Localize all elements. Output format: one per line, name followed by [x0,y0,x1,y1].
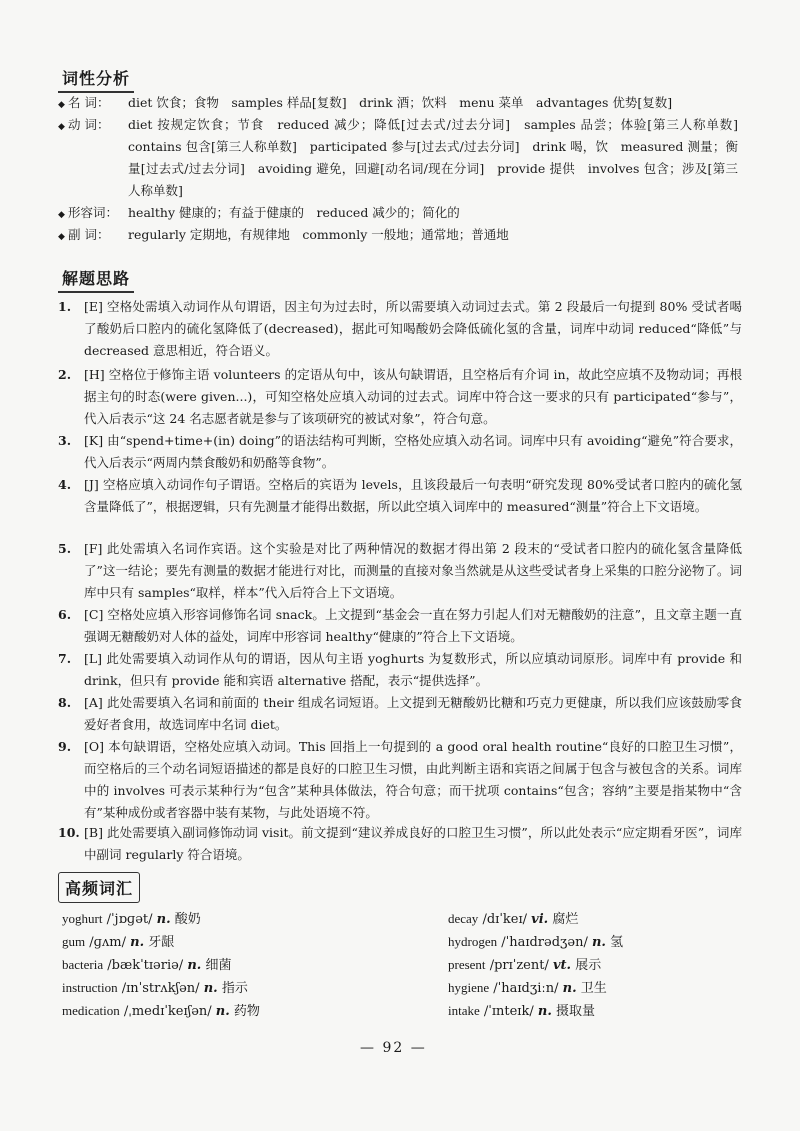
answer-item [58,736,742,824]
vocab-item [62,954,402,977]
vocab-item [448,931,748,954]
vocab-ipa: /ɡʌm/ [89,935,127,950]
page-number: — 92 — [360,1040,427,1056]
vocab-pos: n. [203,981,218,996]
pos-row-noun [58,92,738,116]
vocab-word: bacteria [62,957,104,972]
vocab-word: yoghurt [62,911,103,926]
answer-item [58,430,742,474]
answer-number: 4. [58,477,72,492]
answer-text: [H] 空格位于修饰主语 volunteers 的定语从句中，该从句缺谓语，且空格后有介词 in，故此空应填不及物动词；再根据主句的时态(were given...)，可知空格处应填入动词的过去式。词库中符合这一要求的只有 participated“参与”，代入后表示“这 24 名志愿者就是参与了该项研究的被试对象”，符合句意。 [84,367,742,426]
pos-label: 形容词： [68,205,119,220]
pos-text: healthy 健康的；有益于健康的 reduced 减少的；简化的 [128,205,460,220]
vocab-item [62,1000,402,1023]
bullet-icon: ◆ [58,210,65,220]
pos-row-adverb [58,224,738,248]
answer-text: [A] 此处需要填入名词和前面的 their 组成名词短语。上文提到无糖酸奶比糖和巧克力更健康，所以我们应该鼓励零食爱好者食用，故选词库中名词 diet。 [84,695,742,732]
vocab-ipa: /dɪˈkeɪ/ [482,912,527,927]
answer-text: [L] 此处需要填入动词作从句的谓语，因从句主语 yoghurts 为复数形式，所以应填动词原形。词库中有 provide 和 drink，但只有 provide 能和宾语 alternative 搭配，表示“提供选择”。 [84,651,742,688]
vocab-meaning: 指示 [221,981,248,996]
answer-number: 10. [58,825,80,840]
vocab-pos: n. [130,935,145,950]
vocab-meaning: 细菌 [205,958,232,973]
answer-item [58,822,742,866]
answer-item [58,474,742,518]
bullet-icon: ◆ [58,232,65,242]
vocab-meaning: 腐烂 [552,912,579,927]
vocab-item [448,908,748,931]
answer-text: [K] 由“spend+time+(in) doing”的语法结构可判断，空格处应填入动名词。词库中只有 avoiding“避免”符合要求，代入后表示“两周内禁食酸奶和奶酪等食物”。 [84,433,742,470]
vocab-word: gum [62,934,86,949]
vocab-pos: vi. [531,912,549,927]
vocab-item [448,954,748,977]
vocab-item [62,977,402,1000]
vocab-word: medication [62,1003,120,1018]
bullet-icon: ◆ [58,122,65,132]
vocab-pos: n. [562,981,577,996]
vocab-ipa: /ˈhaɪdrədʒən/ [501,935,588,950]
section-title-solution: 解题思路 [58,266,134,293]
vocab-item [62,931,402,954]
vocab-word: instruction [62,980,118,995]
vocab-ipa: /prɪˈzent/ [489,958,549,973]
vocab-meaning: 牙龈 [148,935,175,950]
bullet-icon: ◆ [58,100,65,110]
vocab-word: hygiene [448,980,490,995]
vocab-pos: vt. [553,958,572,973]
vocab-ipa: /bækˈtɪəriə/ [107,958,184,973]
answer-item [58,364,742,430]
vocab-word: present [448,957,486,972]
pos-text: diet 饮食；食物 samples 样品[复数] drink 酒；饮料 menu 菜单 advantages 优势[复数] [128,95,673,110]
pos-text: regularly 定期地，有规律地 commonly 一般地；通常地；普通地 [128,227,509,242]
vocab-ipa: /ɪnˈstrʌkʃən/ [121,981,200,996]
vocab-meaning: 药物 [233,1004,260,1019]
answer-number: 1. [58,299,72,314]
vocab-pos: n. [591,935,606,950]
section-title-pos-analysis: 词性分析 [58,66,134,93]
answer-text: [F] 此处需填入名词作宾语。这个实验是对比了两种情况的数据才得出第 2 段末的“受试者口腔内的硫化氢含量降低了”这一结论；要先有测量的数据才能进行对比，而测量的直接对象当然就是从这些受试者身上采集的口腔分泌物了。词库中只有 samples“取样，样本”代入后符合上下文语境。 [84,541,742,600]
vocab-pos: n. [156,912,171,927]
answer-text: [C] 空格处应填入形容词修饰名词 snack。上文提到“基金会一直在努力引起人们对无糖酸奶的注意”，且文章主题一直强调无糖酸奶对人体的益处，词库中形容词 healthy“健康的”符合上下文语境。 [84,607,742,644]
pos-label: 副 词： [68,227,110,242]
answer-text: [E] 空格处需填入动词作从句谓语，因主句为过去时，所以需要填入动词过去式。第 2 段最后一句提到 80% 受试者喝了酸奶后口腔内的硫化氢降低了(decreased)，据此可知喝酸奶会降低硫化氢的含量，词库中动词 reduced“降低”与 decreased 意思相近，符合语义。 [84,299,742,358]
answer-text: [B] 此处需要填入副词修饰动词 visit。前文提到“建议养成良好的口腔卫生习惯”，所以此处表示“应定期看牙医”，词库中副词 regularly 符合语境。 [84,825,742,862]
answer-number: 6. [58,607,72,622]
answer-item [58,648,742,692]
answer-number: 5. [58,541,72,556]
vocab-meaning: 酸奶 [174,912,201,927]
vocab-ipa: /ˈhaɪdʒiːn/ [493,981,559,996]
vocab-list-right [448,908,748,1023]
vocab-pos: n. [187,958,202,973]
answer-number: 2. [58,367,72,382]
pos-row-adjective [58,202,738,226]
vocab-list-left [62,908,402,1023]
vocab-meaning: 摄取量 [556,1004,596,1019]
vocab-ipa: /ˈɪnteɪk/ [483,1004,534,1019]
answer-number: 7. [58,651,72,666]
vocab-pos: n. [215,1004,230,1019]
answer-text: [O] 本句缺谓语，空格处应填入动词。This 回指上一句提到的 a good oral health routine“良好的口腔卫生习惯”，而空格后的三个动名词短语描述的都是良好的口腔卫生习惯，由此判断主语和宾语之间属于包含与被包含的关系。词库中的 involves 可表示某种行为“包含”某种具体做法，符合句意；而干扰项 contains“包含；容纳”主要是指某物中“含有”某种成份或者容器中装有某物，与此处语境不符。 [84,739,742,820]
vocab-meaning: 卫生 [580,981,607,996]
vocab-meaning: 氢 [610,935,624,950]
pos-row-verb [58,114,751,202]
vocab-ipa: /ˌmedɪˈkeɪʃən/ [123,1004,212,1019]
vocab-item [448,1000,748,1023]
vocab-word: hydrogen [448,934,498,949]
vocab-word: intake [448,1003,480,1018]
answer-number: 9. [58,739,72,754]
vocab-meaning: 展示 [575,958,602,973]
answer-item [58,296,742,362]
vocab-item [448,977,748,1000]
vocab-word: decay [448,911,479,926]
pos-label: 名 词： [68,95,110,110]
vocab-item [62,908,402,931]
vocab-ipa: /ˈjɒɡət/ [106,912,153,927]
answer-number: 8. [58,695,72,710]
answer-text: [J] 空格应填入动词作句子谓语。空格后的宾语为 levels，且该段最后一句表明“研究发现 80%受试者口腔内的硫化氢含量降低了”，根据逻辑，只有先测量才能得出数据，所以此空填入词库中的 measured“测量”符合上下文语境。 [84,477,742,514]
answer-item [58,604,742,648]
pos-label: 动 词： [68,117,110,132]
section-title-vocabulary: 高频词汇 [58,872,140,903]
pos-text: diet 按规定饮食；节食 reduced 减少；降低[过去式/过去分词] samples 品尝；体验[第三人称单数] contains 包含[第三人称单数] participated 参与[过去式/过去分词] drink 喝，饮 measured 测量；衡量[过去式/过去分词] avoiding 避免，回避[动名词/现在分词] provide 提供 involves 包含；涉及[第三人称单数] [128,117,751,198]
answer-number: 3. [58,433,72,448]
answer-item [58,538,742,604]
answer-item [58,692,742,736]
vocab-pos: n. [537,1004,552,1019]
